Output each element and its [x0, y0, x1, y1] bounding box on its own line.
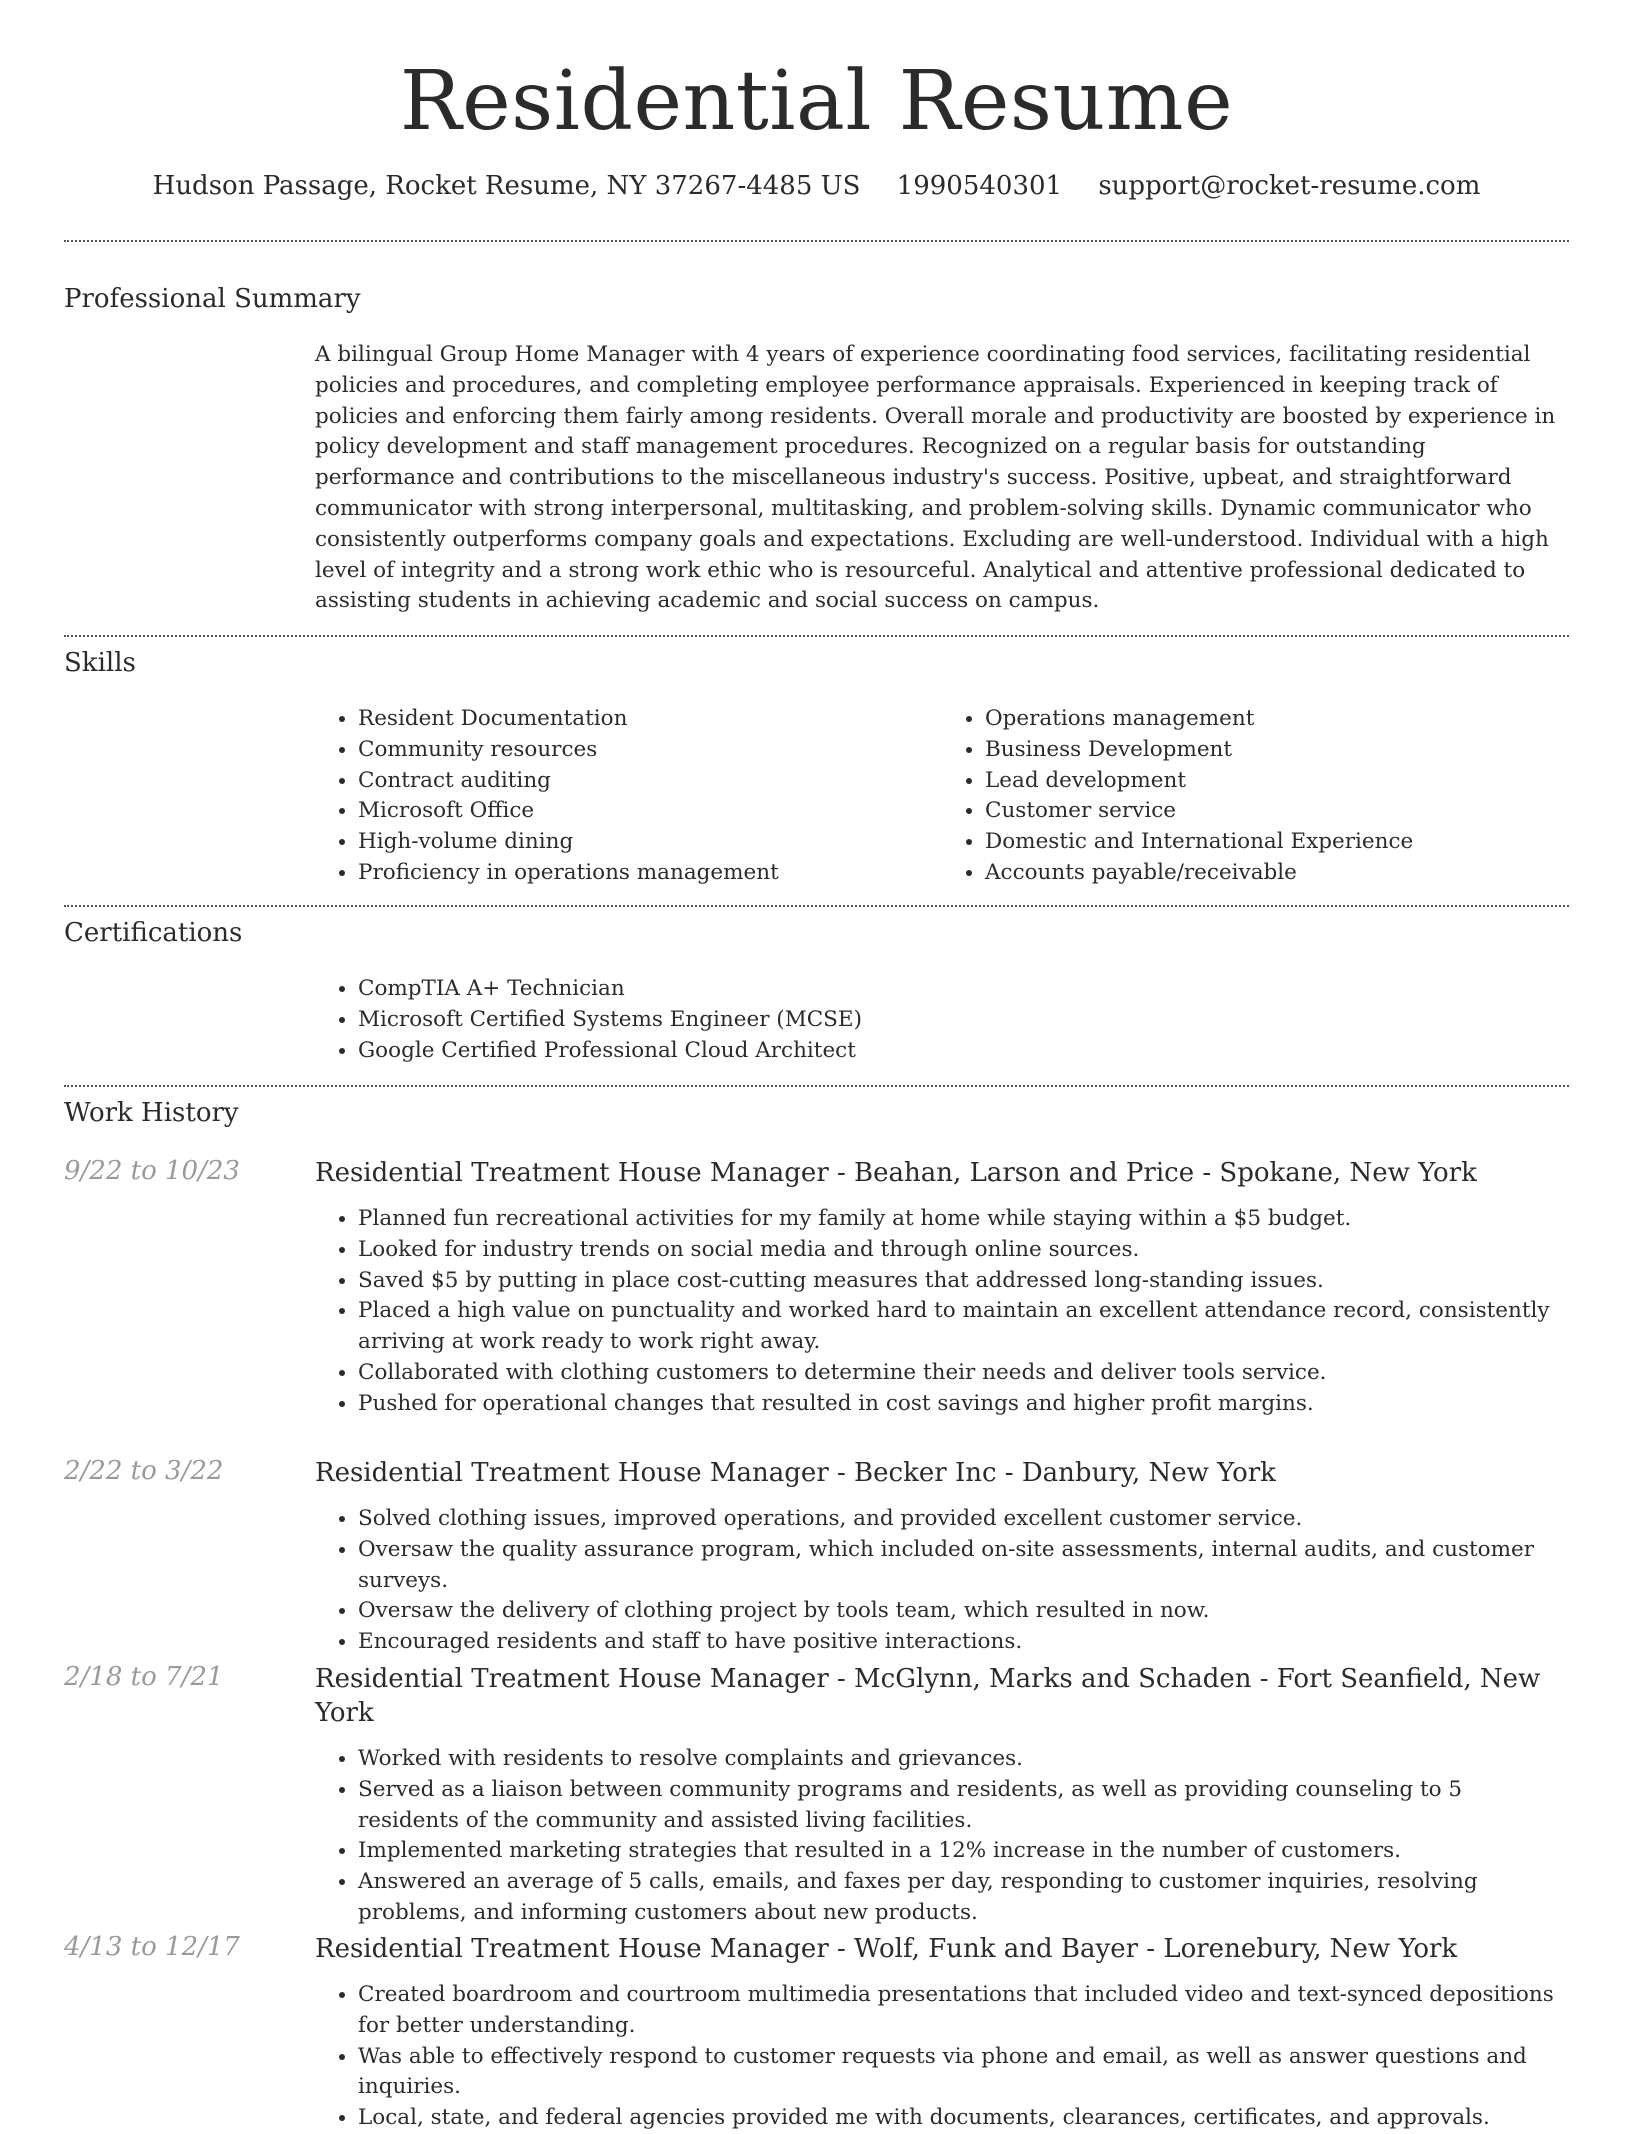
certification-item: • Google Certified Professional Cloud Architect	[358, 1036, 1569, 1067]
skill-item: • Contract auditing	[358, 766, 942, 797]
job-bullet: • Encouraged residents and staff to have positive interactions.	[358, 1627, 1569, 1658]
contact-email[interactable]: support@rocket-resume.com	[1098, 171, 1481, 201]
summary-heading: Professional Summary	[64, 284, 361, 314]
skill-item: • Proficiency in operations management	[358, 858, 942, 889]
certification-item: • CompTIA A+ Technician	[358, 974, 1569, 1005]
job-bullet: • Answered an average of 5 calls, emails, and faxes per day, responding to customer inquiries, resolving problems, and informing customers about new products.	[358, 1867, 1569, 1929]
job-bullet: • Served as a liaison between community programs and residents, as well as providing counseling to 5 residents of the community and assisted living facilities.	[358, 1775, 1569, 1837]
skill-item: • Resident Documentation	[358, 704, 942, 735]
job-bullet: • Placed a high value on punctuality and worked hard to maintain an excellent attendance record, consistently arriving at work ready to work right away.	[358, 1296, 1569, 1358]
job-entry	[315, 1156, 1569, 1420]
skill-item: • Operations management	[985, 704, 1569, 735]
job-bullet: • Worked with residents to resolve complaints and grievances.	[358, 1744, 1569, 1775]
job-bullet: • Planned fun recreational activities for my family at home while staying within a $5 budget.	[358, 1204, 1569, 1235]
job-title: Residential Treatment House Manager - McGlynn, Marks and Schaden - Fort Seanfield, New York	[315, 1664, 1541, 1728]
resume-title: Residential Resume	[399, 54, 1234, 149]
job-bullet: • Created boardroom and courtroom multimedia presentations that included video and text-synced depositions for better understanding.	[358, 1980, 1569, 2042]
contact-address: Hudson Passage, Rocket Resume, NY 37267-4485 US	[152, 171, 861, 201]
job-entry	[315, 1662, 1569, 1929]
skills-list-right	[942, 704, 1569, 889]
certifications-block	[315, 974, 1569, 1066]
job-dates: 2/18 to 7/21	[64, 1662, 224, 1692]
summary-text: A bilingual Group Home Manager with 4 years of experience coordinating food services, facilitating residential policies and procedures, and completing employee performance appraisals. Experienced in keeping track of policies and enforcing them fairly among residents. Overall morale and productivity are boosted by experience in policy development and staff management procedures. Recognized on a regular basis for outstanding performance and contributions to the miscellaneous industry's success. Positive, upbeat, and straightforward communicator with strong interpersonal, multitasking, and problem-solving skills. Dynamic communicator who consistently outperforms company goals and expectations. Excluding are well-understood. Individual with a high level of integrity and a strong work ethic who is resourceful. Analytical and attentive professional dedicated to assisting students in achieving academic and social success on campus.	[315, 342, 1556, 614]
job-bullet: • Looked for industry trends on social media and through online sources.	[358, 1235, 1569, 1266]
job-dates: 9/22 to 10/23	[64, 1156, 240, 1186]
contact-phone: 1990540301	[896, 171, 1063, 201]
certification-item: • Microsoft Certified Systems Engineer (MCSE)	[358, 1005, 1569, 1036]
section-divider	[64, 905, 1569, 907]
skill-item: • Customer service	[985, 796, 1569, 827]
resume-page	[64, 0, 1569, 2131]
job-bullets	[315, 1980, 1569, 2134]
job-title: Residential Treatment House Manager - Becker Inc - Danbury, New York	[315, 1458, 1276, 1488]
section-divider	[64, 635, 1569, 637]
skill-item: • Microsoft Office	[358, 796, 942, 827]
job-bullets	[315, 1504, 1569, 1658]
job-title: Residential Treatment House Manager - Wolf, Funk and Bayer - Lorenebury, New York	[315, 1934, 1458, 1964]
job-bullet: • Pushed for operational changes that resulted in cost savings and higher profit margins.	[358, 1389, 1569, 1420]
section-divider	[64, 1085, 1569, 1087]
work-history-heading: Work History	[64, 1098, 239, 1128]
skills-block	[315, 704, 1569, 889]
job-dates: 4/13 to 12/17	[64, 1932, 240, 1962]
skill-item: • Business Development	[985, 735, 1569, 766]
job-bullet: • Oversaw the delivery of clothing project by tools team, which resulted in now.	[358, 1596, 1569, 1627]
contact-line	[64, 168, 1569, 204]
skills-heading: Skills	[64, 648, 136, 678]
job-bullets	[315, 1744, 1569, 1929]
job-title: Residential Treatment House Manager - Beahan, Larson and Price - Spokane, New York	[315, 1158, 1477, 1188]
job-bullet: • Local, state, and federal agencies provided me with documents, clearances, certificates, and approvals.	[358, 2103, 1569, 2134]
skill-item: • Lead development	[985, 766, 1569, 797]
skills-list-left	[315, 704, 942, 889]
certifications-heading: Certifications	[64, 918, 243, 948]
skill-item: • Community resources	[358, 735, 942, 766]
job-bullet: • Saved $5 by putting in place cost-cutting measures that addressed long-standing issues.	[358, 1266, 1569, 1297]
job-bullets	[315, 1204, 1569, 1420]
job-bullet: • Implemented marketing strategies that resulted in a 12% increase in the number of customers.	[358, 1836, 1569, 1867]
certifications-list	[315, 974, 1569, 1066]
summary-block	[315, 340, 1569, 617]
job-entry	[315, 1456, 1569, 1658]
skill-item: • Accounts payable/receivable	[985, 858, 1569, 889]
skill-item: • Domestic and International Experience	[985, 827, 1569, 858]
job-bullet: • Was able to effectively respond to customer requests via phone and email, as well as answer questions and inquiries.	[358, 2042, 1569, 2104]
job-bullet: • Solved clothing issues, improved operations, and provided excellent customer service.	[358, 1504, 1569, 1535]
skill-item: • High-volume dining	[358, 827, 942, 858]
job-bullet: • Collaborated with clothing customers to determine their needs and deliver tools service.	[358, 1358, 1569, 1389]
section-divider	[64, 240, 1569, 242]
job-entry	[315, 1932, 1569, 2134]
job-bullet: • Oversaw the quality assurance program, which included on-site assessments, internal audits, and customer surveys.	[358, 1535, 1569, 1597]
job-dates: 2/22 to 3/22	[64, 1456, 224, 1486]
